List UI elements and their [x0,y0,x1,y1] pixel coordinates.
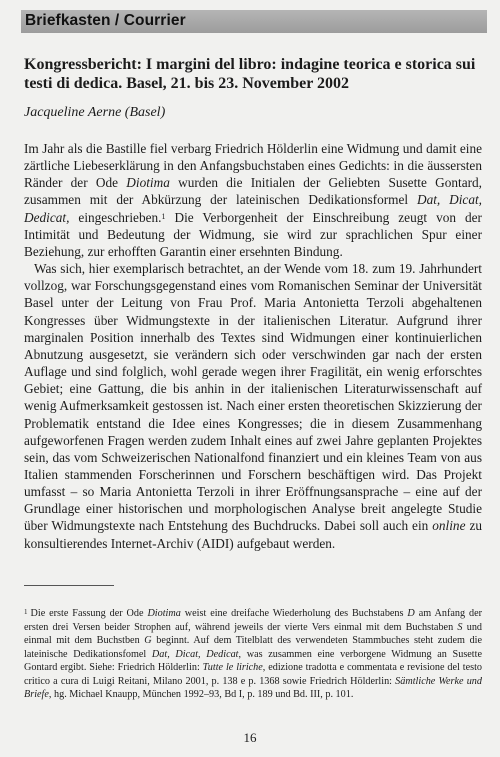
fn-title-diotima: Diotima [147,608,181,619]
p2-online: online [432,518,466,534]
fn-title-tutte: Tutte le liriche [202,662,263,674]
footnote-number: 1 [24,608,28,616]
fn-text-g: und einmal mit dem Buchstben [24,621,483,647]
fn-letter-d: D [407,608,415,619]
section-header-label: Briefkasten / Courrier [25,12,186,29]
fn-text-c: weist eine dreifache Wiederholung des Buchstabens [180,608,408,619]
article-body [24,140,482,552]
p1-text-e: eingeschrieben. [69,209,162,225]
fn-text-a: Die erste Fassung der Ode [30,608,148,619]
p2-text-a: Was sich, hier exemplarisch betrachtet, an der Wende vom 18. zum 19. Jahrhundert vollzog, war Forschungsgegenstand eines vom Romanischen Seminar der Universität Basel unter der Leitung von Frau Prof. Maria Antonietta Terzoli abgehaltenen Kongresses über Widmungstexte in der italienischen Literatur. Aufgrund ihrer marginalen Position innerhalb des Textes sind Widmungen einer kontinuierlichen Abnutzung ausgesetzt, sie verändern sich oder verschwinden gar nach der ersten Auflage und sind folglich, wohl gerade wegen ihrer Fragilität, ein wenig erforschtes Gebiet; eine Gattung, die bis anhin in der italienischen Literaturwissenschaft auf wenig Aufmerksamkeit gestossen ist. Nach einer ersten theoretischen Skizzierung der Problematik entstand die Idee eines Kongresses; die in diesem Zusammenhang aufgeworfenen Fragen werden zudem Inhalt eines auf zwei Jahre geplanten Projektes sein, das vom Schweizerischen Nationalfond finanziert und ein kleines Team von aus Italien stammenden Forscherinnen und Forschern beschäftigen wird. Das Projekt umfasst – so Maria Antonietta Terzoli in ihrer Eröffnungsansprache – eine auf der Grundlage einer historischen und morphologischen Analyse breit angelegte Studie über Widmungstexte nach Entstehung des Buchdrucks. Dabei soll auch ein [24,261,482,534]
fn-text-i: beginnt. Auf dem Titelblatt des verwendeten Stammbuches steht zudem die lateinische Dedikationsfomel [24,635,483,660]
fn-letter-s: S [457,621,463,633]
paragraph-2 [24,260,482,552]
footnote-reference[interactable]: 1 [161,211,166,221]
section-header-bar [21,10,487,33]
fn-letter-g: G [144,635,152,647]
fn-text-o: , hg. Michael Knaupp, München 1992–93, Bd I, p. 189 und Bd. III, p. 101. [48,689,354,701]
p1-text-a: Im Jahr als die Bastille fiel verbarg Friedrich Hölderlin eine Widmung und damit eine zärtliche Liebeserklärung in den Anfangsbuchstaben eines Gedichts: in die äussersten Ränder der Ode [24,141,482,191]
fn-text-k: , was zusammen eine verborgene Widmung an Susette Gontard ergibt. Siehe: Friedrich Hölderlin: [24,648,482,674]
p1-text-c: wurden die Initialen der Geliebten Susette Gontard, zusammen mit der Abkürzung der lateinischen Dedikationsformel [24,175,482,208]
paragraph-1 [24,140,482,260]
p1-text-f: Die Verborgenheit der Einschreibung zeugt von der Intimität und Bedeutung der Widmung, sie wird zur sprachlichen Spur einer Beziehung, zur erhofften Garantin einer ersehnten Bindung. [24,209,482,259]
p2-text-c: zu konsultierendes Internet-Archiv (AIDI) aufgebaut werden. [24,518,482,551]
p1-title-diotima: Diotima [126,175,170,191]
p1-formula: Dat, Dicat, Dedicat, [24,192,482,225]
fn-title-werke: Sämtliche Werke und Briefe [24,675,482,701]
fn-formula: Dat, Dicat, Dedicat [151,648,239,660]
footnote [24,607,482,702]
fn-text-e: am Anfang der ersten drei Versen beider Strophen auf, während jeweils der vierte Vers einmal mit dem Buchstaben [24,608,482,633]
fn-text-m: , edizione tradotta e commentata e revisione del testo critico a cura di Luigi Reitani, Milano 2001, p. 138 e p. 1368 sowie Friedrich Hölderlin: [24,662,482,687]
article-author: Jacqueline Aerne (Basel) [24,105,166,120]
article-title: Kongressbericht: I margini del libro: indagine teorica e storica sui testi di dedica. Basel, 21. bis 23. November 2002 [24,56,476,92]
footnote-divider [24,585,114,586]
page-number: 16 [243,730,257,745]
